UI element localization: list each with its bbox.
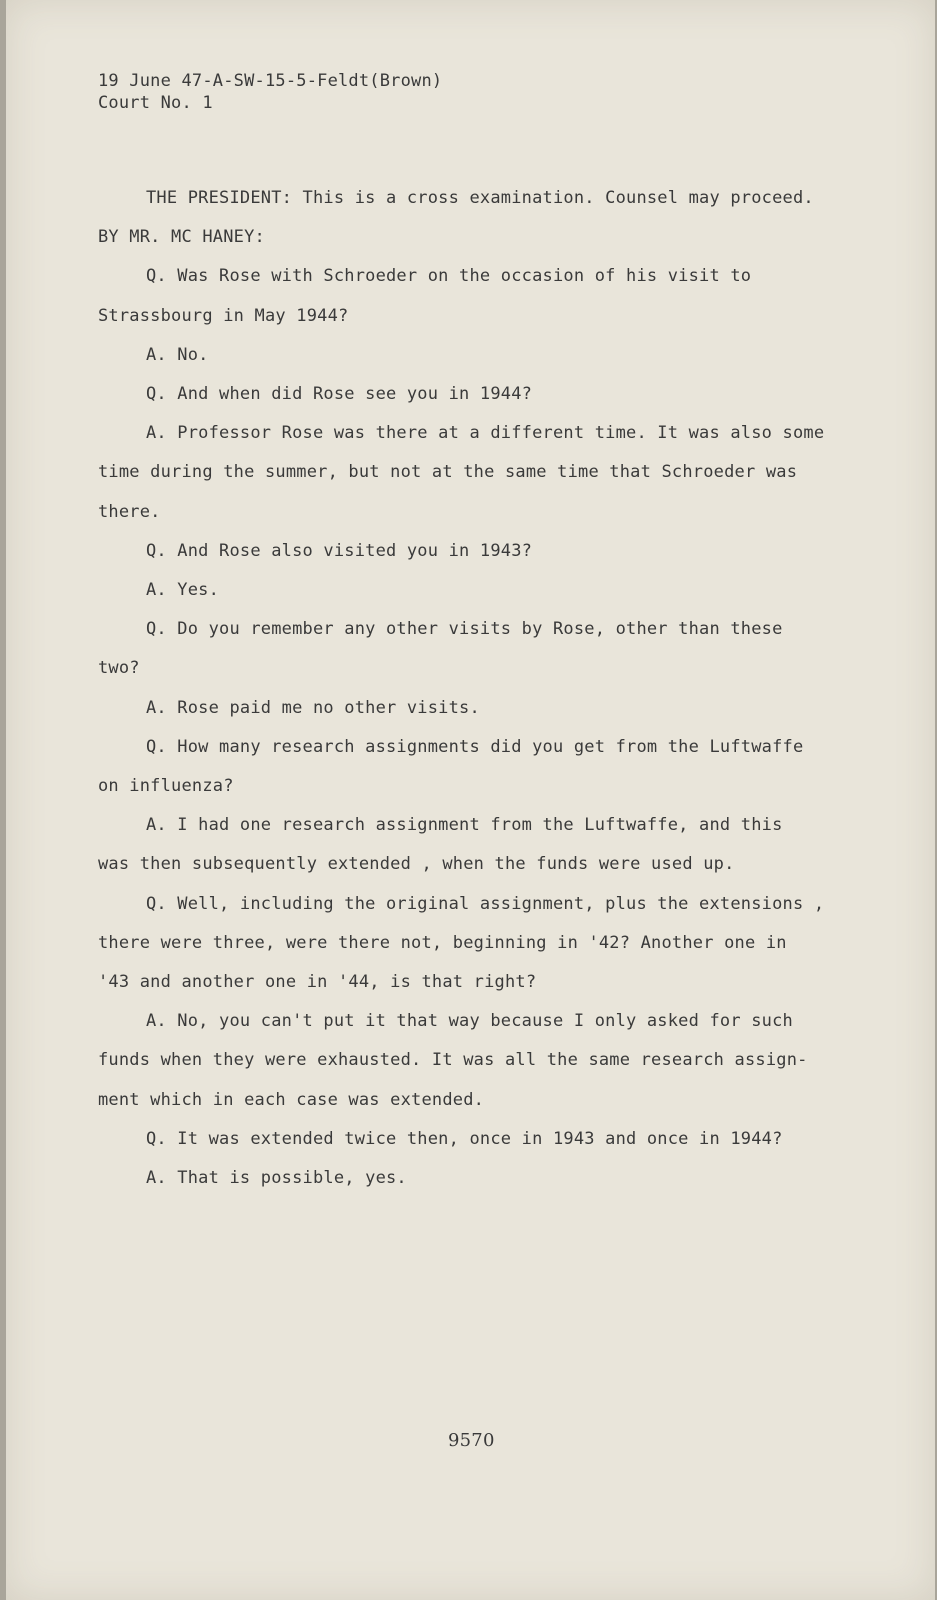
transcript-line: A. Yes. [146, 580, 220, 600]
transcript-line: BY MR. MC HANEY: [98, 227, 265, 248]
document-page [6, 0, 935, 1600]
transcript-line: on influenza? [98, 776, 234, 796]
transcript-line: there were three, were there not, beginning in '42? Another one in [98, 932, 787, 953]
transcript-line: Q. Well, including the original assignment, plus the extensions , [146, 893, 825, 914]
transcript-line: funds when they were exhausted. It was all the same research assign- [98, 1050, 808, 1071]
transcript-line: '43 and another one in '44, is that right? [98, 972, 537, 992]
transcript-line: THE PRESIDENT: This is a cross examination. Counsel may proceed. [146, 188, 814, 208]
header-line-1: 19 June 47-A-SW-15-5-Feldt(Brown) [98, 71, 443, 91]
transcript-line: time during the summer, but not at the same time that Schroeder was [98, 462, 798, 483]
transcript-line: Q. And when did Rose see you in 1944? [146, 384, 533, 404]
transcript-line: two? [98, 658, 140, 679]
transcript-line: Strassbourg in May 1944? [98, 305, 349, 326]
transcript-line: A. No. [146, 344, 209, 365]
transcript-line: ment which in each case was extended. [98, 1089, 485, 1110]
page-number: 9570 [448, 1430, 495, 1451]
transcript-line: A. Professor Rose was there at a different time. It was also some [146, 423, 825, 444]
transcript-line: was then subsequently extended , when the funds were used up. [98, 854, 735, 875]
transcript-line: Q. And Rose also visited you in 1943? [146, 540, 533, 561]
transcript-line: A. No, you can't put it that way because I only asked for such [146, 1011, 793, 1032]
transcript-line: Q. How many research assignments did you get from the Luftwaffe [146, 736, 804, 757]
transcript-line: Q. Do you remember any other visits by Rose, other than these [146, 619, 783, 640]
transcript-line: A. That is possible, yes. [146, 1168, 407, 1188]
header-line-2: Court No. 1 [98, 93, 213, 113]
transcript-line: there. [98, 501, 161, 522]
transcript-line: A. Rose paid me no other visits. [146, 697, 480, 718]
transcript-line: A. I had one research assignment from the Luftwaffe, and this [146, 815, 783, 836]
transcript-line: Q. Was Rose with Schroeder on the occasion of his visit to [146, 266, 752, 287]
document-header [98, 70, 442, 114]
transcript-line: Q. It was extended twice then, once in 1943 and once in 1944? [146, 1128, 783, 1149]
